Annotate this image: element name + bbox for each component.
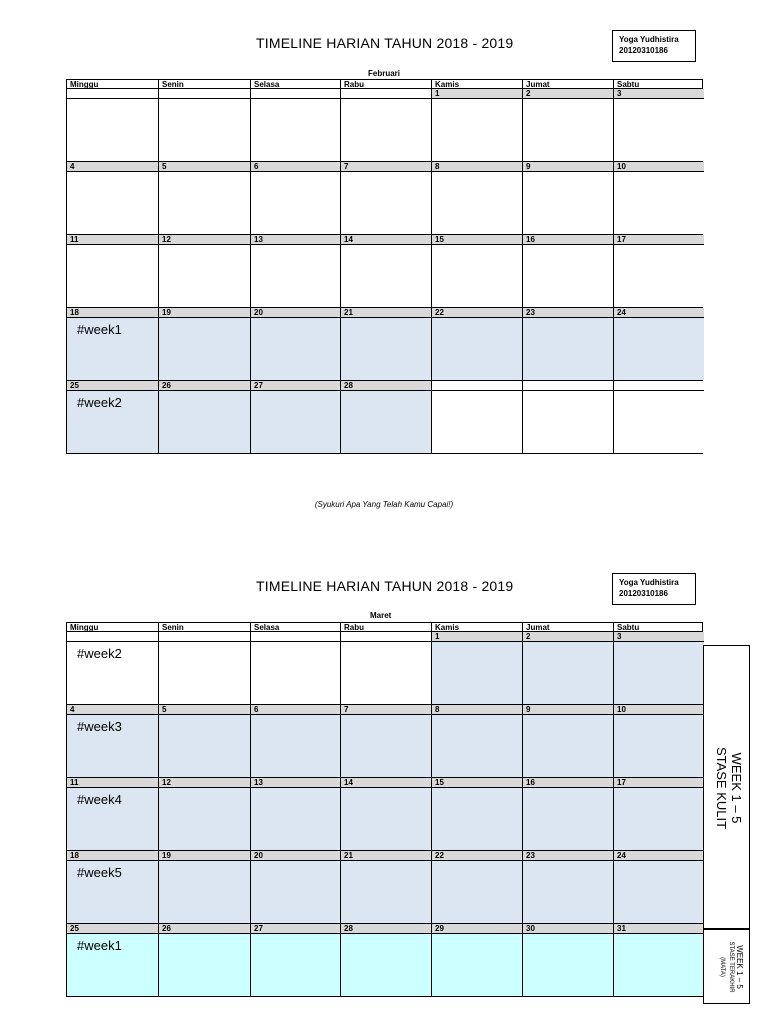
date-number: 24 — [613, 308, 704, 318]
date-number: 21 — [340, 851, 431, 861]
date-number: 10 — [613, 705, 704, 715]
mar-day-header — [66, 622, 703, 632]
day-cell[interactable] — [67, 318, 158, 380]
date-number: 15 — [431, 778, 522, 788]
date-number — [340, 632, 431, 642]
day-cell[interactable] — [158, 99, 250, 161]
day-cell[interactable] — [158, 715, 250, 777]
day-cell[interactable] — [613, 642, 704, 704]
date-number: 15 — [431, 235, 522, 245]
mar-month: Maret — [370, 611, 392, 620]
date-number: 9 — [522, 162, 613, 172]
date-number: 22 — [431, 308, 522, 318]
day-header-cell: Senin — [158, 80, 250, 89]
day-cell[interactable] — [522, 172, 613, 234]
day-cell[interactable] — [250, 788, 340, 850]
date-number: 1 — [431, 632, 522, 642]
date-number: 7 — [340, 162, 431, 172]
week-row — [66, 632, 703, 705]
day-cell[interactable] — [522, 245, 613, 307]
date-number: 12 — [158, 778, 250, 788]
day-cell[interactable] — [67, 861, 158, 923]
day-cell[interactable] — [67, 788, 158, 850]
day-header-cell: Kamis — [431, 623, 522, 632]
side-kulit-line1: WEEK 1 – 5 — [729, 752, 744, 824]
week-row — [66, 924, 703, 997]
day-cell[interactable] — [250, 391, 340, 453]
day-cell[interactable] — [522, 788, 613, 850]
week-label: #week4 — [77, 792, 122, 807]
side-box-mata — [703, 929, 750, 1004]
day-cell[interactable] — [522, 318, 613, 380]
day-header-cell: Selasa — [250, 80, 340, 89]
day-cell[interactable] — [250, 642, 340, 704]
day-cell[interactable] — [431, 715, 522, 777]
day-cell[interactable] — [250, 318, 340, 380]
mar-name-box — [612, 573, 696, 605]
week-row — [66, 162, 703, 235]
day-header-cell: Senin — [158, 623, 250, 632]
day-cell[interactable] — [340, 642, 431, 704]
date-number: 25 — [67, 924, 158, 934]
date-number: 3 — [613, 89, 704, 99]
day-cell[interactable] — [67, 934, 158, 996]
day-cell[interactable] — [250, 934, 340, 996]
day-cell[interactable] — [158, 861, 250, 923]
week-row — [66, 705, 703, 778]
date-number: 26 — [158, 924, 250, 934]
day-header-cell: Sabtu — [613, 623, 704, 632]
date-number: 11 — [67, 235, 158, 245]
week-label: #week2 — [77, 646, 122, 661]
date-number — [431, 381, 522, 391]
date-number: 19 — [158, 308, 250, 318]
side-mata-line1: WEEK 1 – 5 — [735, 945, 744, 989]
day-cell[interactable] — [613, 245, 704, 307]
day-cell[interactable] — [158, 245, 250, 307]
feb-name-box — [612, 30, 696, 62]
date-number: 1 — [431, 89, 522, 99]
day-cell[interactable] — [250, 861, 340, 923]
day-header-cell: Selasa — [250, 623, 340, 632]
date-number: 7 — [340, 705, 431, 715]
date-number: 5 — [158, 705, 250, 715]
feb-calendar — [66, 79, 703, 454]
day-cell[interactable] — [522, 99, 613, 161]
side-box-mata-text — [710, 930, 744, 1004]
day-cell[interactable] — [158, 391, 250, 453]
day-cell[interactable] — [613, 172, 704, 234]
date-number: 28 — [340, 381, 431, 391]
day-cell[interactable] — [522, 934, 613, 996]
date-number: 19 — [158, 851, 250, 861]
date-number: 30 — [522, 924, 613, 934]
day-header-cell: Jumat — [522, 80, 613, 89]
date-number: 9 — [522, 705, 613, 715]
day-cell[interactable] — [431, 172, 522, 234]
week-label: #week1 — [77, 322, 122, 337]
week-label: #week2 — [77, 395, 122, 410]
feb-name: Yoga Yudhistira — [619, 35, 679, 44]
date-number: 14 — [340, 235, 431, 245]
date-number: 24 — [613, 851, 704, 861]
day-cell[interactable] — [431, 642, 522, 704]
week-row — [66, 235, 703, 308]
day-cell[interactable] — [613, 391, 704, 453]
date-number: 27 — [250, 924, 340, 934]
date-number: 25 — [67, 381, 158, 391]
date-number: 29 — [431, 924, 522, 934]
date-number — [67, 89, 158, 99]
date-number: 12 — [158, 235, 250, 245]
date-number: 2 — [522, 89, 613, 99]
day-cell[interactable] — [158, 934, 250, 996]
side-box-kulit-text — [712, 674, 744, 902]
week-row — [66, 778, 703, 851]
day-header-cell: Rabu — [340, 623, 431, 632]
date-number: 17 — [613, 778, 704, 788]
date-number: 2 — [522, 632, 613, 642]
week-label: #week5 — [77, 865, 122, 880]
date-number: 18 — [67, 851, 158, 861]
day-cell[interactable] — [67, 642, 158, 704]
day-cell[interactable] — [158, 642, 250, 704]
day-cell[interactable] — [250, 99, 340, 161]
date-number: 27 — [250, 381, 340, 391]
week-row — [66, 851, 703, 924]
date-number: 8 — [431, 162, 522, 172]
day-cell[interactable] — [522, 715, 613, 777]
day-cell[interactable] — [431, 318, 522, 380]
week-row — [66, 89, 703, 162]
day-cell[interactable] — [158, 172, 250, 234]
day-cell[interactable] — [613, 99, 704, 161]
mar-calendar — [66, 622, 703, 997]
date-number: 31 — [613, 924, 704, 934]
day-cell[interactable] — [431, 391, 522, 453]
date-number: 6 — [250, 162, 340, 172]
date-number: 13 — [250, 235, 340, 245]
day-cell[interactable] — [431, 99, 522, 161]
day-cell[interactable] — [250, 172, 340, 234]
mar-id: 20120310186 — [619, 589, 668, 598]
day-cell[interactable] — [431, 788, 522, 850]
date-number: 5 — [158, 162, 250, 172]
feb-month: Februari — [368, 69, 401, 78]
mar-title: TIMELINE HARIAN TAHUN 2018 - 2019 — [256, 578, 514, 594]
day-cell[interactable] — [340, 99, 431, 161]
date-number — [613, 381, 704, 391]
day-cell[interactable] — [431, 245, 522, 307]
date-number — [250, 89, 340, 99]
day-cell[interactable] — [613, 318, 704, 380]
mar-name: Yoga Yudhistira — [619, 578, 679, 587]
day-cell[interactable] — [613, 934, 704, 996]
day-cell[interactable] — [431, 861, 522, 923]
day-cell[interactable] — [613, 788, 704, 850]
date-number: 16 — [522, 778, 613, 788]
date-number: 10 — [613, 162, 704, 172]
quote: (Syukuri Apa Yang Telah Kamu Capai!) — [314, 500, 454, 509]
date-number: 20 — [250, 308, 340, 318]
day-header-cell: Rabu — [340, 80, 431, 89]
day-header-cell: Jumat — [522, 623, 613, 632]
date-number: 3 — [613, 632, 704, 642]
feb-day-header — [66, 79, 703, 89]
day-cell[interactable] — [340, 788, 431, 850]
side-mata-line2: STASE TERAKHIR — [728, 941, 734, 993]
date-number: 22 — [431, 851, 522, 861]
day-header-cell: Minggu — [70, 623, 99, 632]
day-cell[interactable] — [158, 788, 250, 850]
date-number — [522, 381, 613, 391]
day-cell[interactable] — [340, 245, 431, 307]
day-cell[interactable] — [67, 99, 158, 161]
date-number: 23 — [522, 308, 613, 318]
date-number: 8 — [431, 705, 522, 715]
day-cell[interactable] — [340, 934, 431, 996]
day-header-cell: Minggu — [70, 80, 99, 89]
day-cell[interactable] — [67, 172, 158, 234]
day-cell[interactable] — [250, 715, 340, 777]
day-cell[interactable] — [340, 715, 431, 777]
date-number — [158, 632, 250, 642]
day-cell[interactable] — [340, 318, 431, 380]
day-cell[interactable] — [613, 715, 704, 777]
date-number — [158, 89, 250, 99]
date-number: 23 — [522, 851, 613, 861]
date-number: 17 — [613, 235, 704, 245]
week-row — [66, 381, 703, 454]
side-mata-line3: (MATA) — [719, 957, 725, 977]
date-number: 4 — [67, 162, 158, 172]
feb-title: TIMELINE HARIAN TAHUN 2018 - 2019 — [256, 35, 514, 51]
day-cell[interactable] — [522, 391, 613, 453]
week-row — [66, 308, 703, 381]
date-number: 21 — [340, 308, 431, 318]
day-cell[interactable] — [250, 245, 340, 307]
date-number: 14 — [340, 778, 431, 788]
day-cell[interactable] — [67, 245, 158, 307]
date-number: 4 — [67, 705, 158, 715]
day-cell[interactable] — [158, 318, 250, 380]
week-label: #week1 — [77, 938, 122, 953]
day-cell[interactable] — [67, 391, 158, 453]
date-number: 13 — [250, 778, 340, 788]
day-cell[interactable] — [340, 172, 431, 234]
day-cell[interactable] — [522, 642, 613, 704]
date-number: 20 — [250, 851, 340, 861]
feb-id: 20120310186 — [619, 46, 668, 55]
side-box-kulit — [703, 645, 750, 929]
day-cell[interactable] — [613, 861, 704, 923]
day-cell[interactable] — [522, 861, 613, 923]
day-cell[interactable] — [340, 861, 431, 923]
date-number — [67, 632, 158, 642]
date-number: 11 — [67, 778, 158, 788]
day-cell[interactable] — [340, 391, 431, 453]
date-number — [250, 632, 340, 642]
date-number: 26 — [158, 381, 250, 391]
day-cell[interactable] — [67, 715, 158, 777]
date-number: 6 — [250, 705, 340, 715]
date-number: 16 — [522, 235, 613, 245]
date-number: 18 — [67, 308, 158, 318]
date-number — [340, 89, 431, 99]
day-header-cell: Sabtu — [613, 80, 704, 89]
week-label: #week3 — [77, 719, 122, 734]
day-cell[interactable] — [431, 934, 522, 996]
side-kulit-line2: STASE KULIT — [714, 746, 729, 830]
date-number: 28 — [340, 924, 431, 934]
day-header-cell: Kamis — [431, 80, 522, 89]
